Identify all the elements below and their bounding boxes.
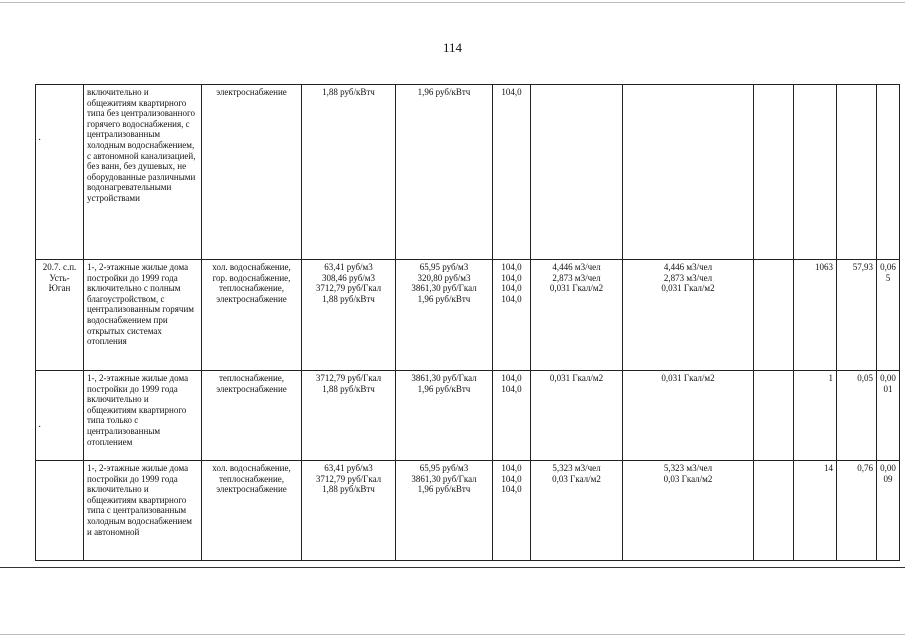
population-share [837,85,877,260]
growth-index: 104,0 [493,85,531,260]
tariff-next: 65,95 руб/м3 3861,30 руб/Гкал 1,96 руб/кВтч [396,461,493,561]
empty-cell [754,85,794,260]
growth-index: 104,0 104,0 [493,371,531,461]
tariff-next: 3861,30 руб/Гкал 1,96 руб/кВтч [396,371,493,461]
table-row [36,371,900,461]
scan-edge-top [0,2,905,3]
table-row [36,260,900,371]
housing-description: 1-, 2-этажные жилые дома постройки до 1999 года включительно с полным благоустройством, с централизованным горячим водоснабжением при открытых системах отопления [84,260,202,371]
population-share: 57,93 [837,260,877,371]
population-ratio [877,85,900,260]
population-ratio: 0,00 01 [877,371,900,461]
empty-cell [754,461,794,561]
tariff-current: 63,41 руб/м3 308,46 руб/м3 3712,79 руб/Гкал 1,88 руб/кВтч [302,260,396,371]
population-count: 1 [794,371,837,461]
tariff-table [35,84,900,561]
consumption-norm-next: 5,323 м3/чел 0,03 Гкал/м2 [623,461,754,561]
tariff-current: 3712,79 руб/Гкал 1,88 руб/кВтч [302,371,396,461]
scan-mark: · [38,422,42,433]
utility-services: теплоснабжение, электроснабжение [202,371,302,461]
tariff-next: 1,96 руб/кВтч [396,85,493,260]
population-share: 0,05 [837,371,877,461]
consumption-norm-current: 5,323 м3/чел 0,03 Гкал/м2 [531,461,623,561]
growth-index: 104,0 104,0 104,0 104,0 [493,260,531,371]
scan-mark: · [38,135,42,146]
housing-description: 1-, 2-этажные жилые дома постройки до 1999 года включительно и общежитиям квартирного типа с централизованным холодным водоснабжением и автономной [84,461,202,561]
tariff-current: 1,88 руб/кВтч [302,85,396,260]
consumption-norm-current: 4,446 м3/чел 2,873 м3/чел 0,031 Гкал/м2 [531,260,623,371]
tariff-next: 65,95 руб/м3 320,80 руб/м3 3861,30 руб/Гкал 1,96 руб/кВтч [396,260,493,371]
consumption-norm-next: 4,446 м3/чел 2,873 м3/чел 0,031 Гкал/м2 [623,260,754,371]
consumption-norm-current: 0,031 Гкал/м2 [531,371,623,461]
scan-edge-bottom [0,634,905,635]
utility-services: хол. водоснабжение, теплоснабжение, электроснабжение [202,461,302,561]
utility-services: хол. водоснабжение, гор. водоснабжение, теплоснабжение, электроснабжение [202,260,302,371]
empty-cell [754,260,794,371]
growth-index: 104,0 104,0 104,0 [493,461,531,561]
row-number [36,85,84,260]
population-count: 1063 [794,260,837,371]
row-number: 20.7. с.п. Усть-Юган [36,260,84,371]
consumption-norm-next: 0,031 Гкал/м2 [623,371,754,461]
page-cut-line [0,567,905,568]
consumption-norm-next [623,85,754,260]
row-number [36,371,84,461]
empty-cell [754,371,794,461]
page-number: 114 [442,40,463,55]
housing-description: включительно и общежитиям квартирного типа без централизованного горячего водоснабжения, с централизованным холодным водоснабжением, с автономной канализацией, без ванн, без душевых, не оборудованные различными водонагревательными устройствами [84,85,202,260]
population-share: 0,76 [837,461,877,561]
table-row [36,461,900,561]
population-ratio: 0,00 09 [877,461,900,561]
population-count [794,85,837,260]
tariff-current: 63,41 руб/м3 3712,79 руб/Гкал 1,88 руб/кВтч [302,461,396,561]
housing-description: 1-, 2-этажные жилые дома постройки до 1999 года включительно и общежитиям квартирного типа только с централизованным отоплением [84,371,202,461]
row-number [36,461,84,561]
population-ratio: 0,06 5 [877,260,900,371]
utility-services: электроснабжение [202,85,302,260]
population-count: 14 [794,461,837,561]
table-row [36,85,900,260]
consumption-norm-current [531,85,623,260]
